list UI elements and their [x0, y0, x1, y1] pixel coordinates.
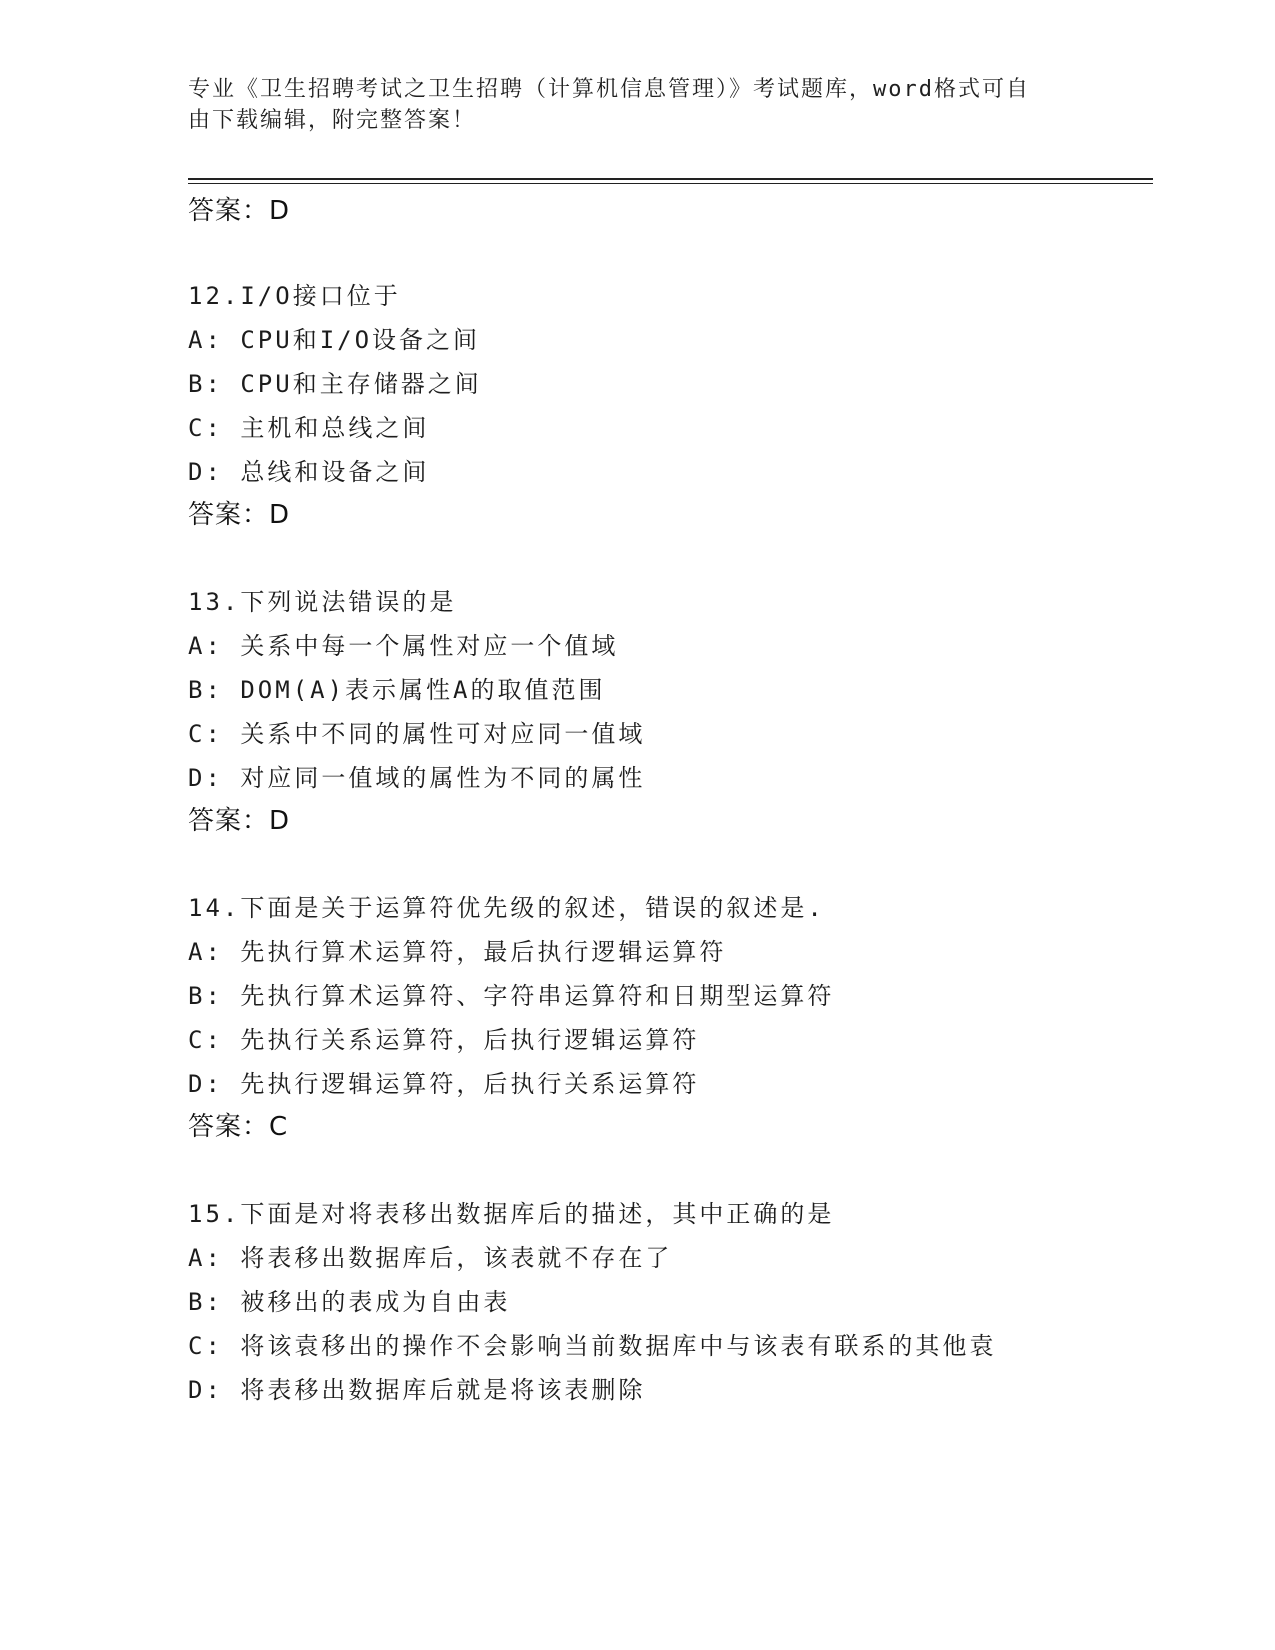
answer-q11: 答案：D	[188, 196, 291, 226]
question-14-option-c: C: 先执行关系运算符，后执行逻辑运算符	[188, 1026, 700, 1054]
question-15-option-a: A: 将表移出数据库后，该表就不存在了	[188, 1244, 673, 1272]
question-12-option-b: B: CPU和主存储器之间	[188, 370, 482, 398]
question-14-option-b: B: 先执行算术运算符、字符串运算符和日期型运算符	[188, 982, 835, 1010]
question-12-stem: 12.I/O接口位于	[188, 282, 401, 310]
question-15-stem: 15.下面是对将表移出数据库后的描述，其中正确的是	[188, 1200, 835, 1228]
question-13-stem: 13.下列说法错误的是	[188, 588, 457, 616]
question-13-option-d: D: 对应同一值域的属性为不同的属性	[188, 764, 646, 792]
question-12-option-c: C: 主机和总线之间	[188, 414, 430, 442]
question-12-option-d: D: 总线和设备之间	[188, 458, 430, 486]
question-13-option-b: B: DOM(A)表示属性A的取值范围	[188, 676, 606, 704]
header-divider-thick	[188, 178, 1153, 180]
question-13-option-a: A: 关系中每一个属性对应一个值域	[188, 632, 619, 660]
question-14-option-d: D: 先执行逻辑运算符，后执行关系运算符	[188, 1070, 700, 1098]
header-divider-thin	[188, 183, 1153, 184]
question-12-option-a: A: CPU和I/O设备之间	[188, 326, 481, 354]
question-14-option-a: A: 先执行算术运算符，最后执行逻辑运算符	[188, 938, 727, 966]
question-12-answer: 答案：D	[188, 500, 291, 530]
question-14-answer: 答案：C	[188, 1112, 289, 1142]
question-15-option-d: D: 将表移出数据库后就是将该表删除	[188, 1376, 646, 1404]
header-line-1: 专业《卫生招聘考试之卫生招聘（计算机信息管理）》考试题库，word格式可自	[188, 77, 1030, 102]
question-13-answer: 答案：D	[188, 806, 291, 836]
question-15-option-b: B: 被移出的表成为自由表	[188, 1288, 511, 1316]
document-header	[188, 74, 1088, 136]
question-15-option-c: C: 将该袁移出的操作不会影响当前数据库中与该表有联系的其他袁	[188, 1332, 997, 1360]
question-13-option-c: C: 关系中不同的属性可对应同一值域	[188, 720, 646, 748]
question-14-stem: 14.下面是关于运算符优先级的叙述，错误的叙述是.	[188, 894, 825, 922]
header-line-2: 由下载编辑，附完整答案！	[188, 108, 477, 133]
